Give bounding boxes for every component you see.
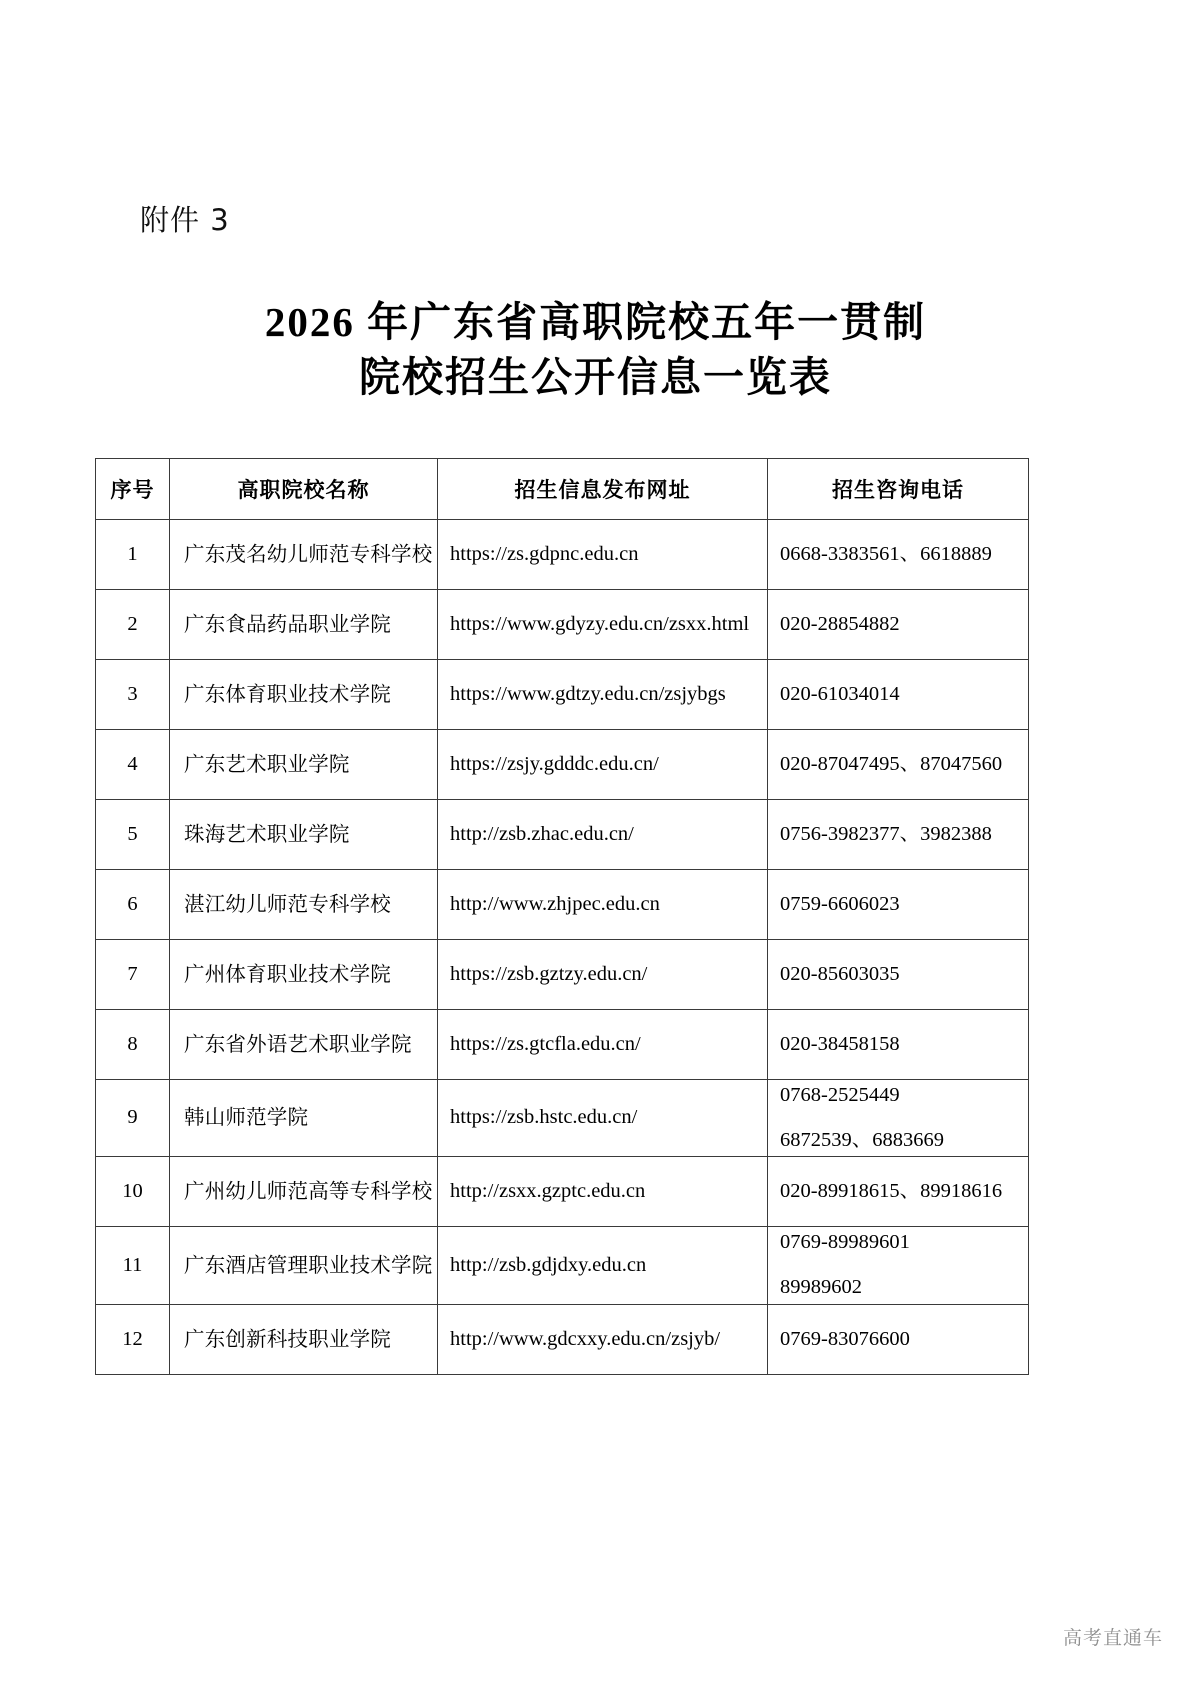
- cell-admissions-phone: [768, 800, 1029, 870]
- cell-admissions-url[interactable]: https://zsjy.gdddc.edu.cn/: [438, 730, 768, 800]
- cell-school-name: 韩山师范学院: [170, 1080, 438, 1157]
- cell-admissions-phone: [768, 590, 1029, 660]
- column-header-tel: 招生咨询电话: [768, 459, 1029, 520]
- cell-index: 5: [96, 800, 170, 870]
- column-header-name: 高职院校名称: [170, 459, 438, 520]
- cell-school-name: 广东酒店管理职业技术学院: [170, 1227, 438, 1304]
- table-row: [96, 590, 1029, 660]
- cell-admissions-phone: [768, 870, 1029, 940]
- cell-admissions-phone: [768, 730, 1029, 800]
- cell-school-name: 广东体育职业技术学院: [170, 660, 438, 730]
- cell-school-name: 广州体育职业技术学院: [170, 940, 438, 1010]
- cell-admissions-url[interactable]: https://zs.gtcfla.edu.cn/: [438, 1010, 768, 1080]
- cell-admissions-url[interactable]: https://www.gdyzy.edu.cn/zsxx.html: [438, 590, 768, 660]
- table-body: [96, 520, 1029, 1375]
- cell-school-name: 湛江幼儿师范专科学校: [170, 870, 438, 940]
- cell-admissions-phone: [768, 520, 1029, 590]
- table-row: [96, 1010, 1029, 1080]
- cell-index: 8: [96, 1010, 170, 1080]
- table-header-row: [96, 459, 1029, 520]
- table-row: [96, 730, 1029, 800]
- phone-line: 6872539、6883669: [780, 1128, 944, 1151]
- phone-line: 020-85603035: [780, 962, 900, 985]
- info-table-wrapper: [95, 458, 1028, 1375]
- column-header-url: 招生信息发布网址: [438, 459, 768, 520]
- cell-admissions-phone: [768, 1227, 1029, 1304]
- table-row: [96, 1080, 1029, 1157]
- cell-index: 6: [96, 870, 170, 940]
- cell-school-name: 广州幼儿师范高等专科学校: [170, 1157, 438, 1227]
- table-header: [96, 459, 1029, 520]
- cell-admissions-phone: [768, 1304, 1029, 1374]
- cell-admissions-url[interactable]: https://zsb.hstc.edu.cn/: [438, 1080, 768, 1157]
- cell-admissions-phone: [768, 1157, 1029, 1227]
- cell-school-name: 广东省外语艺术职业学院: [170, 1010, 438, 1080]
- cell-index: 1: [96, 520, 170, 590]
- table-row: [96, 870, 1029, 940]
- phone-line: 0768-2525449: [780, 1084, 900, 1106]
- phone-line: 0759-6606023: [780, 892, 900, 915]
- table-row: [96, 660, 1029, 730]
- cell-admissions-url[interactable]: http://zsb.gdjdxy.edu.cn: [438, 1227, 768, 1304]
- table-row: [96, 1304, 1029, 1374]
- cell-school-name: 广东食品药品职业学院: [170, 590, 438, 660]
- page-title: [0, 295, 1191, 404]
- phone-line: 020-38458158: [780, 1032, 900, 1055]
- page-title-line-1: 2026 年广东省高职院校五年一贯制: [264, 299, 927, 345]
- table-row: [96, 1227, 1029, 1304]
- cell-index: 10: [96, 1157, 170, 1227]
- cell-admissions-url[interactable]: http://zsb.zhac.edu.cn/: [438, 800, 768, 870]
- attachment-label: 附件 3: [140, 203, 230, 237]
- phone-line: 020-61034014: [780, 682, 900, 705]
- table-row: [96, 520, 1029, 590]
- cell-admissions-url[interactable]: https://zsb.gztzy.edu.cn/: [438, 940, 768, 1010]
- cell-admissions-url[interactable]: http://www.gdcxxy.edu.cn/zsjyb/: [438, 1304, 768, 1374]
- cell-admissions-phone: [768, 940, 1029, 1010]
- cell-admissions-url[interactable]: https://zs.gdpnc.edu.cn: [438, 520, 768, 590]
- phone-line: 0756-3982377、3982388: [780, 822, 992, 845]
- cell-index: 12: [96, 1304, 170, 1374]
- cell-admissions-phone: [768, 1010, 1029, 1080]
- cell-index: 2: [96, 590, 170, 660]
- watermark: 高考直通车: [1062, 1627, 1163, 1649]
- cell-admissions-url[interactable]: http://zsxx.gzptc.edu.cn: [438, 1157, 768, 1227]
- phone-line: 020-89918615、89918616: [780, 1180, 1003, 1203]
- cell-index: 7: [96, 940, 170, 1010]
- table-row: [96, 940, 1029, 1010]
- phone-line: 020-28854882: [780, 612, 900, 635]
- cell-school-name: 广东茂名幼儿师范专科学校: [170, 520, 438, 590]
- school-info-table: [95, 458, 1029, 1375]
- cell-school-name: 广东艺术职业学院: [170, 730, 438, 800]
- table-row: [96, 800, 1029, 870]
- cell-school-name: 广东创新科技职业学院: [170, 1304, 438, 1374]
- phone-line: 89989602: [780, 1276, 862, 1299]
- cell-index: 4: [96, 730, 170, 800]
- phone-line: 020-87047495、87047560: [780, 752, 1003, 775]
- cell-index: 11: [96, 1227, 170, 1304]
- cell-admissions-url[interactable]: https://www.gdtzy.edu.cn/zsjybgs: [438, 660, 768, 730]
- cell-admissions-phone: [768, 660, 1029, 730]
- page-title-line-2: 院校招生公开信息一览表: [359, 353, 832, 400]
- cell-admissions-phone: [768, 1080, 1029, 1157]
- phone-line: 0769-83076600: [780, 1327, 910, 1350]
- cell-index: 3: [96, 660, 170, 730]
- cell-index: 9: [96, 1080, 170, 1157]
- cell-school-name: 珠海艺术职业学院: [170, 800, 438, 870]
- table-row: [96, 1157, 1029, 1227]
- cell-admissions-url[interactable]: http://www.zhjpec.edu.cn: [438, 870, 768, 940]
- phone-line: 0668-3383561、6618889: [780, 542, 992, 565]
- phone-line: 0769-89989601: [780, 1231, 910, 1254]
- column-header-index: 序号: [96, 459, 170, 520]
